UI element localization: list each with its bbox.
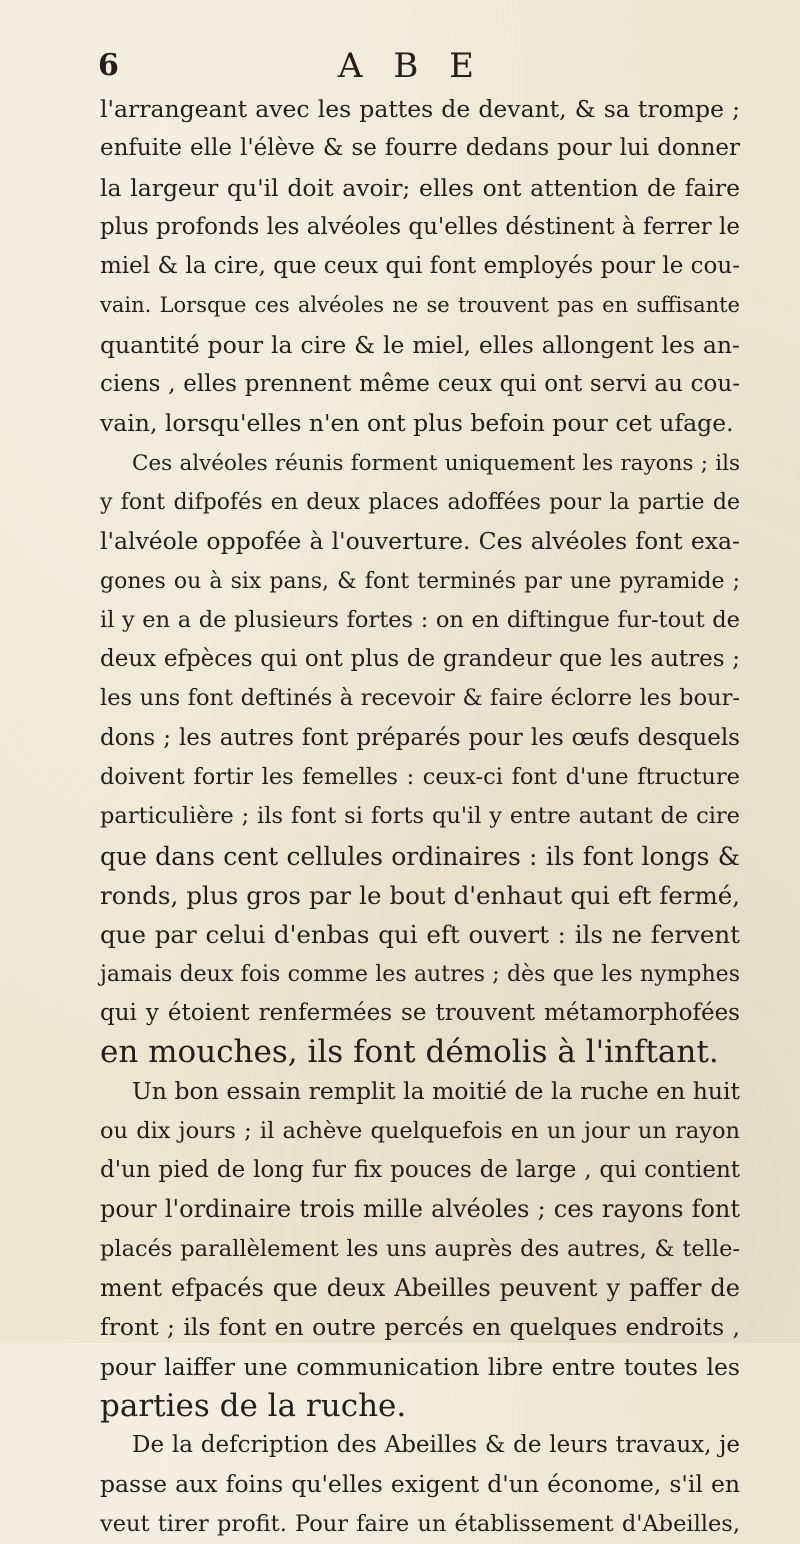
paragraph-start-line: Un bon essain remplit la moitié de la ruche en huit — [132, 1077, 740, 1106]
paragraph-start-line: Ces alvéoles réunis forment uniquement les rayons ; ils — [132, 450, 740, 476]
text-line: la largeur qu'il doit avoir; elles ont attention de faire — [100, 173, 740, 202]
text-line: l'alvéole oppofée à l'ouverture. Ces alvéoles font exa- — [100, 527, 740, 556]
text-line: il y en a de plusieurs fortes : on en diftingue fur-tout de — [100, 606, 740, 633]
text-line: plus profonds les alvéoles qu'elles déstinent à ferrer le — [100, 213, 740, 240]
text-line: veut tirer profit. Pour faire un établissement d'Abeilles, — [100, 1510, 740, 1537]
body-text — [100, 90, 740, 1544]
text-line: en mouches, ils font démolis à l'inftant. — [100, 1034, 719, 1071]
text-line: ronds, plus gros par le bout d'enhaut qui eft fermé, — [100, 880, 740, 910]
text-line: parties de la ruche. — [100, 1387, 407, 1424]
text-line: dons ; les autres font préparés pour les œufs desquels — [100, 724, 740, 751]
text-line: y font difpofés en deux places adoffées pour la partie de — [100, 489, 740, 515]
text-line: front ; ils font en outre percés en quelques endroits , — [100, 1313, 740, 1342]
text-line: l'arrangeant avec les pattes de devant, & sa trompe ; — [100, 95, 740, 123]
text-line: pour laiffer une communication libre entre toutes les — [100, 1352, 740, 1381]
text-line: ciens , elles prennent même ceux qui ont servi au cou- — [100, 371, 740, 398]
text-line: placés parallèlement les uns auprès des autres, & telle- — [100, 1235, 740, 1262]
text-line: que dans cent cellules ordinaires : ils font longs & — [100, 841, 740, 871]
text-line: ou dix jours ; il achève quelquefois en un jour un rayon — [100, 1117, 740, 1144]
text-line: les uns font deftinés à recevoir & faire éclorre les bour- — [100, 685, 740, 712]
running-head: A B E — [338, 46, 484, 86]
page-header — [98, 46, 738, 90]
text-line: ment efpacés que deux Abeilles peuvent y paffer de — [100, 1273, 740, 1302]
text-line: vain, lorsqu'elles n'en ont plus befoin pour cet ufage. — [100, 409, 734, 438]
text-line: vain. Lorsque ces alvéoles ne se trouvent pas en suffisante — [100, 293, 740, 318]
text-line: enfuite elle l'élève & se fourre dedans pour lui donner — [100, 135, 740, 162]
text-line: passe aux foins qu'elles exigent d'un économe, s'il en — [100, 1470, 740, 1499]
text-line: qui y étoient renfermées se trouvent métamorphofées — [100, 999, 740, 1026]
text-line: miel & la cire, que ceux qui font employés pour le cou- — [100, 253, 740, 280]
text-line: jamais deux fois comme les autres ; dès que les nymphes — [100, 961, 740, 987]
page-number: 6 — [98, 48, 119, 83]
text-line: que par celui d'enbas qui eft ouvert : ils ne fervent — [100, 920, 740, 950]
text-line: particulière ; ils font si forts qu'il y entre autant de cire — [100, 803, 740, 830]
paragraph-start-line: De la defcription des Abeilles & de leurs travaux, je — [132, 1432, 740, 1459]
text-line: d'un pied de long fur fix pouces de large , qui contient — [100, 1157, 740, 1184]
text-line: deux efpèces qui ont plus de grandeur que les autres ; — [100, 646, 740, 673]
text-line: quantité pour la cire & le miel, elles allongent les an- — [100, 330, 740, 359]
text-line: doivent fortir les femelles : ceux-ci font d'une ftructure — [100, 764, 740, 791]
text-line: pour l'ordinaire trois mille alvéoles ; ces rayons font — [100, 1195, 740, 1224]
text-line: gones ou à six pans, & font terminés par une pyramide ; — [100, 568, 740, 594]
